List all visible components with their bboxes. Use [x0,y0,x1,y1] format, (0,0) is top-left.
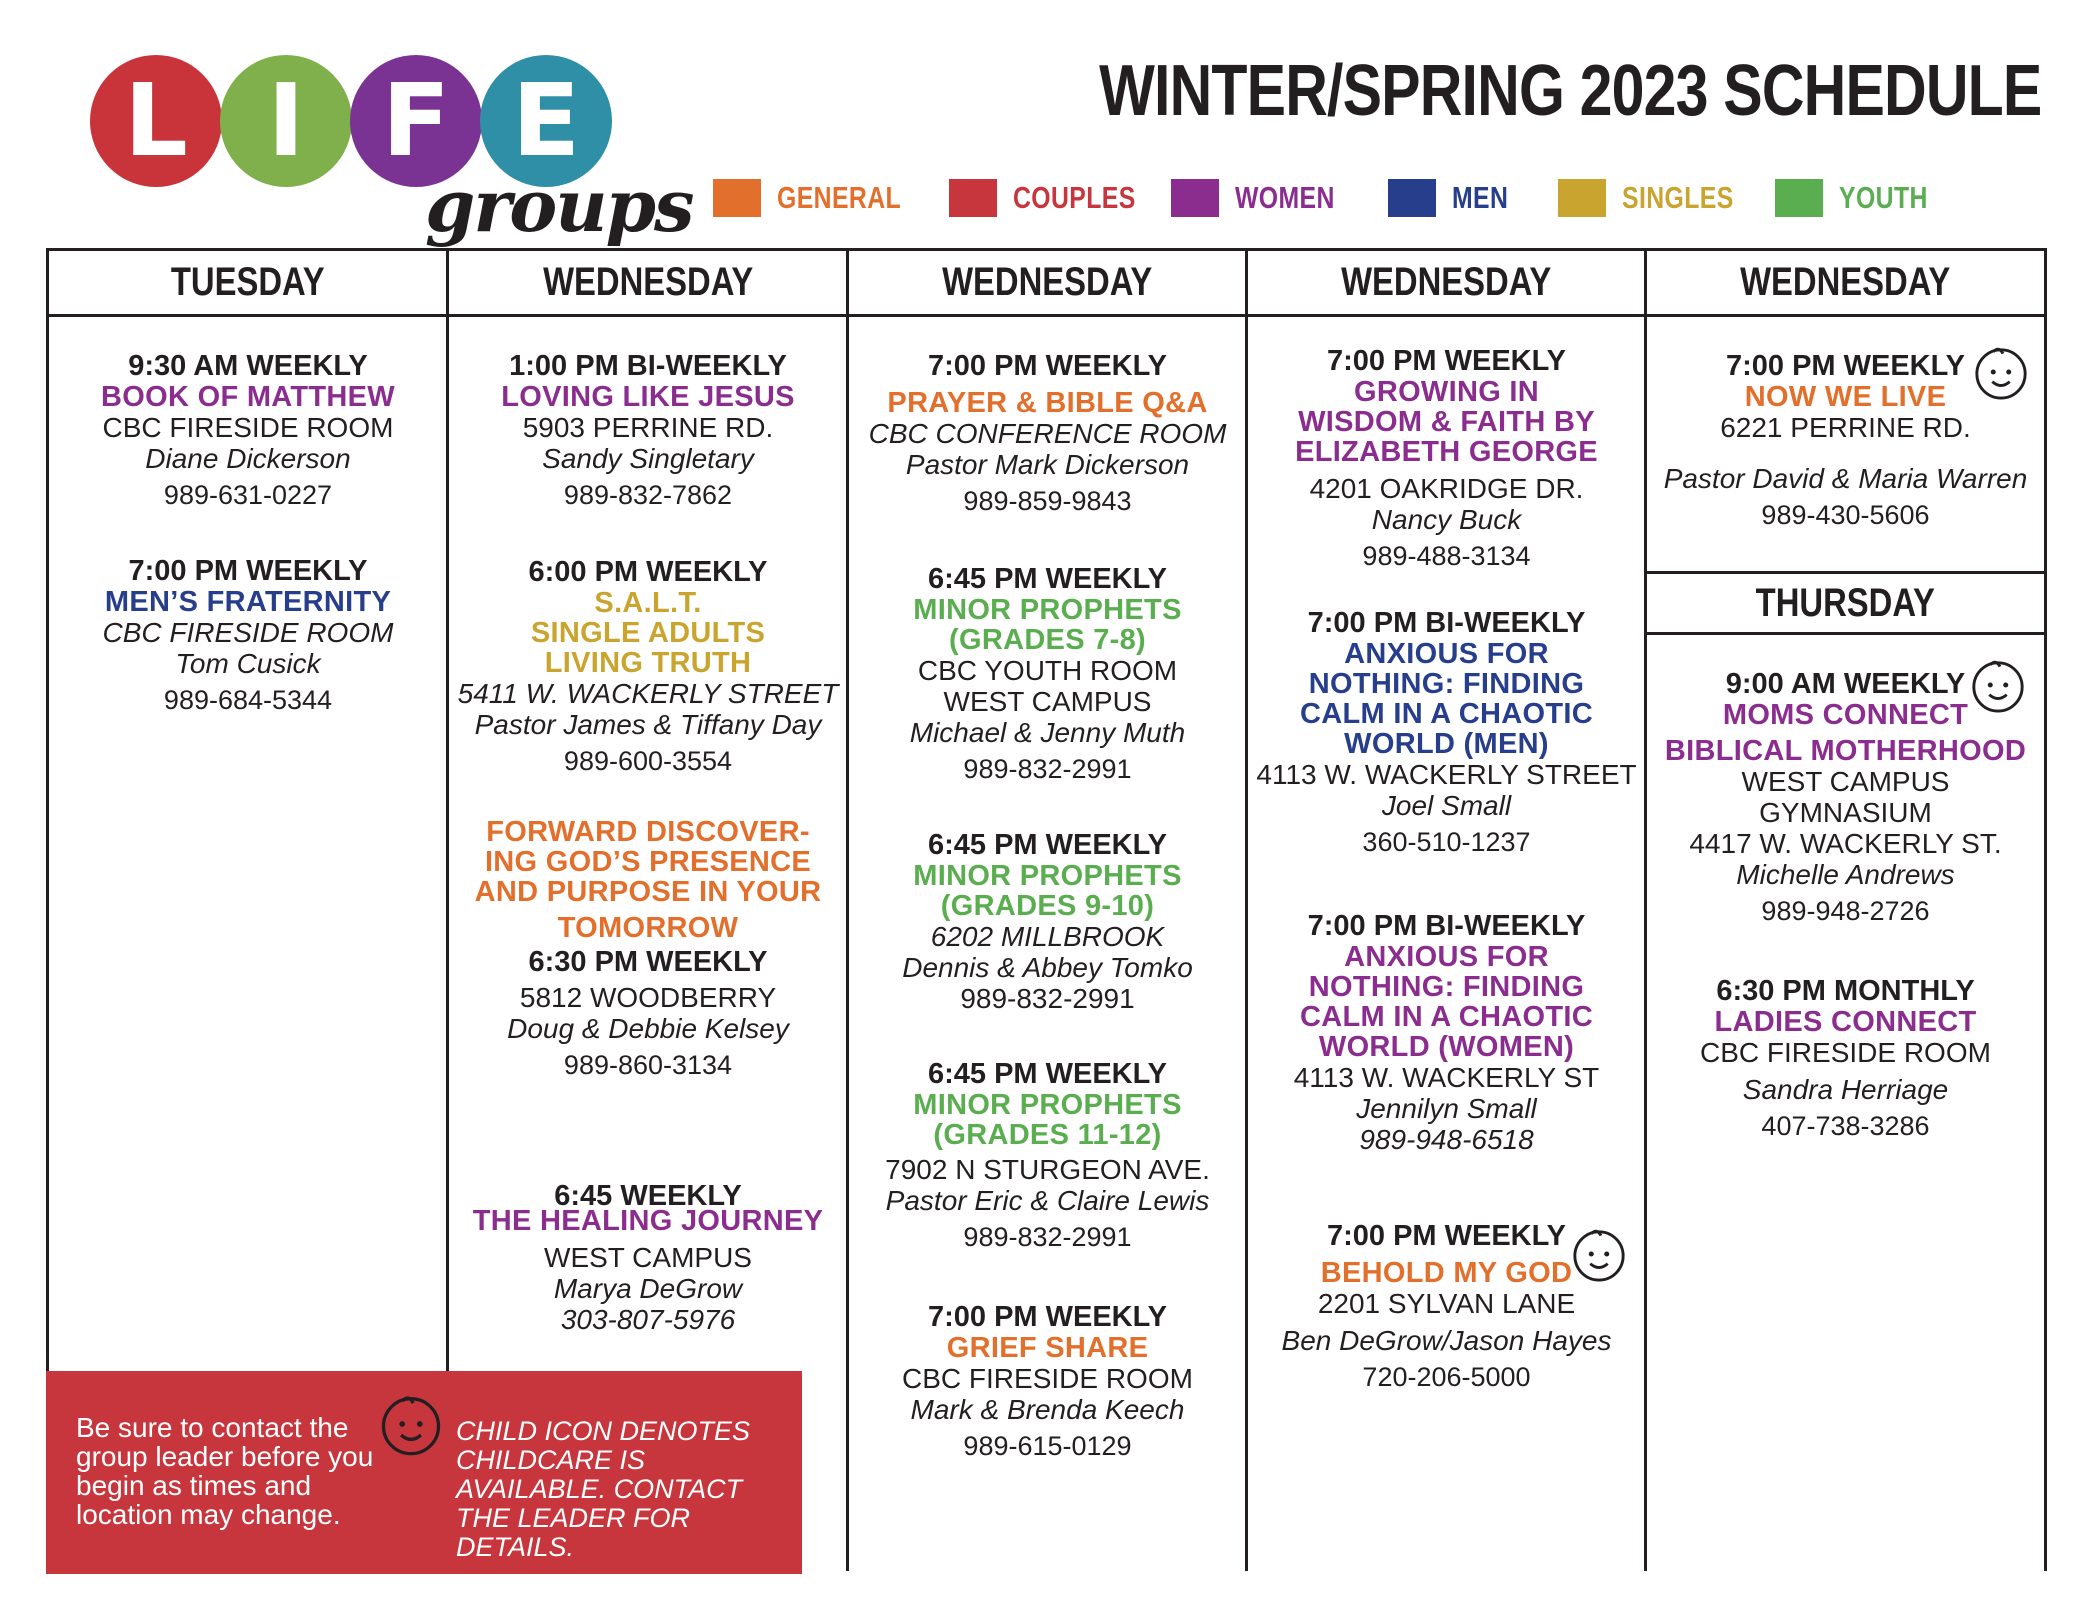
phone: 303-807-5976 [560,1304,736,1335]
group-name: WISDOM & FAITH BY [1298,406,1595,438]
phone: 989-832-2991 [960,983,1135,1014]
leader: Joel Small [1381,790,1512,821]
location: CBC FIRESIDE ROOM [102,412,394,443]
leader: Sandy Singletary [542,443,754,474]
group-name: LIVING TRUTH [544,647,752,679]
group-entry [849,1059,1246,1253]
legend-item-youth [1775,176,1950,220]
group-name: MOMS CONNECT [1722,699,1969,731]
phone: 720-206-5000 [1362,1362,1531,1392]
leader: Michelle Andrews [1736,859,1955,890]
leader: Diane Dickerson [145,443,351,474]
group-name: TOMORROW [557,912,739,944]
meeting-time: 6:45 PM WEEKLY [927,1058,1168,1090]
child-icon [1969,656,2027,714]
legend-item-women [1171,176,1360,220]
meeting-time: 7:00 PM WEEKLY [128,555,368,587]
leader: Pastor David & Maria Warren [1663,463,2028,494]
category-legend [713,176,2033,220]
meeting-time: 6:30 PM MONTHLY [1716,975,1975,1007]
day-header [1248,251,1645,317]
location: 4417 W. WACKERLY ST. [1689,828,2002,859]
group-name: SINGLE ADULTS [530,617,766,649]
group-name: LOVING LIKE JESUS [501,381,795,413]
day-label: TUESDAY [171,260,325,304]
location: 6202 MILLBROOK [930,921,1165,952]
leader: Dennis & Abbey Tomko [902,952,1193,983]
group-entry [1248,346,1645,572]
meeting-time: 6:45 PM WEEKLY [927,829,1168,861]
group-name: (GRADES 7-8) [949,624,1146,656]
legend-item-men [1388,176,1522,220]
legend-item-couples [949,176,1166,220]
group-name: GRIEF SHARE [946,1332,1149,1364]
meeting-time: 6:30 PM WEEKLY [528,946,768,978]
group-entry [49,556,447,716]
phone: 989-948-6518 [1359,1124,1534,1155]
group-name: NOTHING: FINDING [1308,668,1585,700]
phone: 989-631-0227 [163,480,333,510]
group-entry [1647,976,2044,1142]
group-entry [449,817,847,1081]
meeting-time: 6:45 PM WEEKLY [927,563,1168,595]
group-entry [449,557,847,777]
column-wednesday-1 [446,248,847,1375]
group-name: NOTHING: FINDING [1308,971,1585,1003]
group-name: AND PURPOSE IN YOUR [474,876,822,908]
group-name: S.A.L.T. [594,587,702,619]
meeting-time: 6:45 WEEKLY [554,1180,742,1212]
group-entry [849,1302,1246,1462]
location: 4113 W. WACKERLY STREET [1256,759,1637,790]
column-wednesday-2 [846,248,1246,1571]
group-entry [449,1181,847,1335]
group-name: WORLD (MEN) [1344,728,1549,760]
legend-swatch [713,179,761,217]
phone: 989-488-3134 [1362,541,1531,571]
location: CBC FIRESIDE ROOM [102,617,394,648]
group-name: NOW WE LIVE [1744,381,1947,413]
group-name: MINOR PROPHETS [913,594,1182,626]
phone: 989-860-3134 [563,1050,733,1080]
notice-box [46,1371,802,1574]
location: CBC CONFERENCE ROOM [868,418,1227,449]
phone: 989-684-5344 [163,685,333,715]
leader: Pastor James & Tiffany Day [474,709,822,740]
phone: 407-738-3286 [1761,1111,1930,1141]
day-label: WEDNESDAY [1740,260,1951,304]
location: CBC FIRESIDE ROOM [902,1363,1193,1394]
leader: Michael & Jenny Muth [909,717,1186,748]
logo-letter-l: L [90,55,222,187]
group-name: LADIES CONNECT [1714,1006,1977,1038]
group-entry [849,351,1246,517]
location: 5411 W. WACKERLY STREET [457,678,839,709]
phone: 989-948-2726 [1761,896,1930,926]
group-name: (GRADES 9-10) [940,890,1155,922]
day-label: WEDNESDAY [942,260,1153,304]
contact-leader-notice: Be sure to contact the group leader before you begin as times and location may change. [76,1412,374,1530]
location: 5812 WOODBERRY [519,982,777,1013]
group-name: GROWING IN [1353,376,1540,408]
location: CBC YOUTH ROOM [917,655,1178,686]
group-name: CALM IN A CHAOTIC [1300,1001,1593,1033]
location: WEST CAMPUS [544,1242,752,1273]
location: 5903 PERRINE RD. [522,412,774,443]
location: CBC FIRESIDE ROOM [1700,1037,1991,1068]
day-header [449,251,847,317]
group-entry [1248,911,1645,1155]
location: WEST CAMPUS [943,686,1152,717]
location: 7902 N STURGEON AVE. [885,1154,1210,1185]
group-name: BOOK OF MATTHEW [101,381,395,413]
leader: Doug & Debbie Kelsey [507,1013,789,1044]
group-name: MINOR PROPHETS [913,860,1182,892]
location: 4113 W. WACKERLY ST [1293,1062,1600,1093]
meeting-time: 7:00 PM WEEKLY [927,350,1168,382]
legend-label: SINGLES [1622,180,1734,215]
leader: Nancy Buck [1371,504,1522,535]
phone: 989-832-2991 [963,754,1132,784]
meeting-time: 7:00 PM BI-WEEKLY [1307,607,1586,639]
group-name: PRAYER & BIBLE Q&A [887,387,1208,419]
group-name: WORLD (WOMEN) [1318,1031,1575,1063]
group-name: ANXIOUS FOR [1344,638,1549,670]
legend-swatch [949,179,997,217]
day-header-thursday [1647,571,2044,635]
child-icon [1570,1225,1628,1283]
meeting-time: 9:30 AM WEEKLY [128,350,368,382]
leader: Sandra Herriage [1742,1074,1949,1105]
group-name: ANXIOUS FOR [1344,941,1549,973]
logo-letter-e: E [480,55,612,187]
group-name: CALM IN A CHAOTIC [1300,698,1593,730]
leader: Mark & Brenda Keech [910,1394,1185,1425]
column-wednesday-thursday [1644,248,2047,1571]
page-title: WINTER/SPRING 2023 SCHEDULE [1099,51,2042,131]
leader: Pastor Mark Dickerson [905,449,1190,480]
location: GYMNASIUM [1759,797,1932,828]
group-name: MEN’S FRATERNITY [104,586,392,618]
meeting-time: 7:00 PM BI-WEEKLY [1307,910,1586,942]
leader: Jennilyn Small [1356,1093,1537,1124]
childcare-notice: CHILD ICON DENOTES CHILDCARE IS AVAILABLE. CONTACT THE LEADER FOR DETAILS. [456,1416,751,1562]
day-label: WEDNESDAY [1341,260,1552,304]
group-entry [49,351,447,511]
meeting-time: 7:00 PM WEEKLY [1725,350,1966,382]
logo-letter-i: I [220,55,352,187]
day-header [849,251,1246,317]
legend-item-general [713,176,932,220]
group-name: MINOR PROPHETS [913,1089,1182,1121]
legend-item-singles [1558,176,1762,220]
group-entry [1248,608,1645,858]
legend-label: MEN [1452,180,1509,215]
day-label: THURSDAY [1755,580,1936,625]
day-label: WEDNESDAY [542,260,754,304]
group-name: ING GOD’S PRESENCE [484,846,812,878]
logo-word-groups: groups [425,163,693,248]
child-icon [378,1391,444,1457]
legend-swatch [1388,179,1436,217]
phone: 989-859-9843 [963,486,1132,516]
phone: 989-600-3554 [563,746,733,776]
group-name: THE HEALING JOURNEY [472,1205,824,1237]
group-name: BIBLICAL MOTHERHOOD [1664,735,2027,767]
meeting-time: 1:00 PM BI-WEEKLY [509,350,787,382]
meeting-time: 7:00 PM WEEKLY [1326,1220,1567,1252]
phone: 989-832-2991 [963,1222,1132,1252]
meeting-time: 7:00 PM WEEKLY [927,1301,1168,1333]
legend-label: YOUTH [1839,180,1928,215]
group-name: BEHOLD MY GOD [1320,1257,1573,1289]
group-name: FORWARD DISCOVER- [486,816,810,848]
phone: 989-615-0129 [963,1431,1132,1461]
leader: Marya DeGrow [553,1273,743,1304]
leader: Tom Cusick [175,648,321,679]
leader: Pastor Eric & Claire Lewis [885,1185,1210,1216]
legend-swatch [1558,179,1606,217]
phone: 360-510-1237 [1362,827,1531,857]
child-icon [1972,343,2030,401]
group-name: (GRADES 11-12) [933,1119,1162,1151]
meeting-time: 9:00 AM WEEKLY [1725,668,1966,700]
group-entry [849,564,1246,785]
meeting-time: 6:00 PM WEEKLY [528,556,768,588]
group-entry [449,351,847,511]
location: 4201 OAKRIDGE DR. [1309,473,1584,504]
column-wednesday-3 [1245,248,1645,1571]
phone: 989-832-7862 [563,480,733,510]
legend-label: COUPLES [1013,180,1136,215]
legend-label: WOMEN [1235,180,1335,215]
leader: Ben DeGrow/Jason Hayes [1281,1325,1612,1356]
day-header [49,251,447,317]
day-header [1647,251,2044,317]
location: WEST CAMPUS [1741,766,1950,797]
phone: 989-430-5606 [1761,500,1930,530]
legend-label: GENERAL [777,180,902,215]
location: 2201 SYLVAN LANE [1317,1288,1576,1319]
legend-swatch [1171,179,1219,217]
logo-letter-f: F [350,55,482,187]
group-name: ELIZABETH GEORGE [1295,436,1598,468]
life-groups-logo [90,55,693,255]
column-tuesday [46,248,447,1375]
legend-swatch [1775,179,1823,217]
meeting-time: 7:00 PM WEEKLY [1326,345,1567,377]
location: 6221 PERRINE RD. [1720,412,1971,443]
group-entry [849,830,1246,1014]
